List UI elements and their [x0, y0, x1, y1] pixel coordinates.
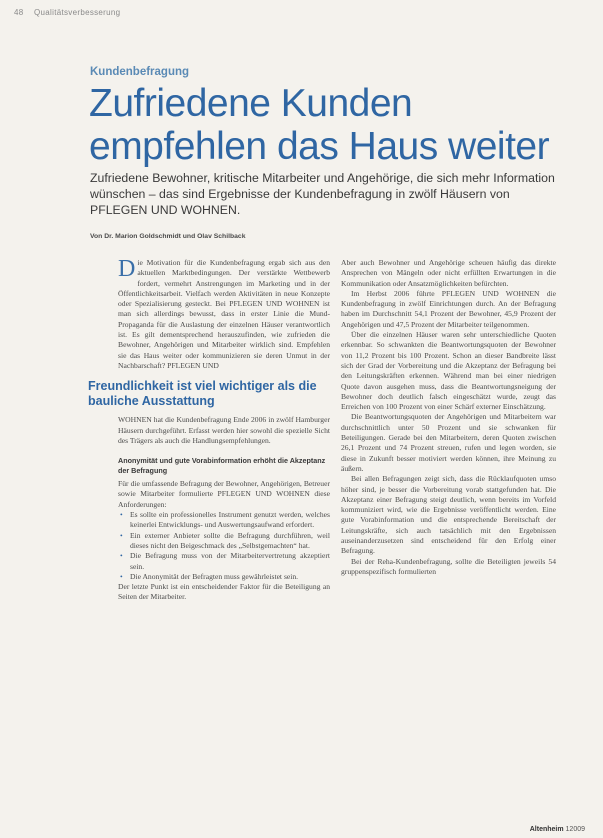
paragraph: Die Beantwortungsquoten der Angehörigen und Mitarbeitern war durchschnittlich unter 50 Prozent und sie schwanken für Beteiligungen. Gerade bei den Mitarbeitern, deren Quoten zwischen 26,1 Prozent und 74 Prozent streuen, rufen und legen worden, sie diese in Zukunft besser motiviert werden können, ihre Meinung zu äußern.	[341, 412, 556, 473]
bullet-icon: •	[120, 571, 123, 581]
article-kicker: Kundenbefragung	[90, 66, 190, 78]
article-headline	[89, 82, 589, 168]
paragraph: Bei der Reha-Kundenbefragung, sollte die Beteiligten jeweils 54 gruppenspezifisch formulierten	[341, 556, 556, 576]
list-item	[118, 551, 330, 572]
bullet-icon: •	[120, 510, 123, 520]
paragraph: Für die umfassende Befragung der Bewohner, Angehörigen, Betreuer sowie Mitarbeiter formulierte PFLEGEN UND WOHNEN diese Anforderungen:	[118, 479, 330, 509]
list-item-text: Die Befragung muss von der Mitarbeitervertretung akzeptiert sein.	[130, 551, 330, 571]
bullet-icon: •	[120, 551, 123, 561]
magazine-name: Altenheim	[529, 826, 564, 833]
list-item	[118, 531, 330, 552]
paragraph: WOHNEN hat die Kundenbefragung Ende 2006 in zwölf Hamburger Häusern durchgeführt. Erfasst werden hier sowohl die spezielle Sicht des Trägers als auch die Handlungsempfehlungen.	[118, 415, 330, 445]
headline-line-1: Zufriedene Kunden	[89, 82, 413, 125]
list-item	[118, 572, 330, 582]
list-item-text: Ein externer Anbieter sollte die Befragung durchführen, weil dieses nicht den Beigeschmack des „Selbstgemachten“ hat.	[130, 530, 330, 550]
list-item	[118, 510, 330, 531]
headline-line-2: empfehlen das Haus weiter	[89, 125, 550, 168]
page-number: 48	[14, 8, 24, 17]
drop-cap: D	[118, 256, 136, 282]
list-item-text: Es sollte ein professionelles Instrument genutzt werden, welches keinerlei Entwicklungs- und Auswertungsaufwand erfordert.	[130, 510, 330, 530]
section-name: Qualitätsverbesserung	[34, 8, 121, 17]
list-item-text: Die Anonymität der Befragten muss gewährleistet sein.	[130, 571, 299, 581]
section-subhead: Freundlichkeit ist viel wichtiger als die bauliche Ausstattung	[88, 379, 317, 409]
paragraph: Über die einzelnen Häuser waren sehr unterschiedliche Quoten erkennbar. So schwankten die Beantwortungsquoten der Bewohner von 11,2 Prozent bis 100 Prozent. Schon an dieser Bandbreite lässt sich der Grad der Vorbereitung und die Akzeptanz der Befragung bei den Leitungskräften erkennen. Während man bei einer niedrigen Quote davon ausgehen muss, dass die Beantwortungsneigung der Bewohner doch deutlich falsch eingeschätzt wurde, zeugt das Erreichen von 100 Prozent von einer Schärf externer Einschätzung.	[341, 330, 556, 412]
intro-paragraph	[118, 258, 330, 371]
text-column-right	[341, 258, 556, 577]
paragraph: Aber auch Bewohner und Angehörige scheuen häufig das direkte Ansprechen von Mängeln oder nicht erfüllten Erwartungen in die Kommunikation oder Ansatzmöglichkeiten befürchten.	[341, 258, 556, 288]
article-lead: Zufriedene Bewohner, kritische Mitarbeiter und Angehörige, die sich mehr Information wünschen – das sind Ergebnisse der Kundenbefragung in zwölf Häusern von PFLEGEN UND WOHNEN.	[90, 171, 555, 217]
issue-number: 12009	[565, 826, 585, 833]
running-header	[14, 8, 120, 17]
paragraph: Der letzte Punkt ist ein entscheidender Faktor für die Beteiligung an Seiten der Mitarbeiter.	[118, 582, 330, 602]
paragraph: Im Herbst 2006 führte PFLEGEN UND WOHNEN die Kundenbefragung in zwölf Einrichtungen durch. An der Befragung haben im Durchschnitt 54,1 Prozent der Bewohner, 45,9 Prozent der Angehörigen und 47,5 Prozent der Mitarbeiter teilgenommen.	[341, 288, 556, 329]
minor-subhead: Anonymität und gute Vorabinformation erhöht die Akzeptanz der Befragung	[118, 456, 326, 475]
intro-text: ie Motivation für die Kundenbefragung ergab sich aus den aktuellen Marktbedingungen. Der verstärkte Wettbewerb fordert, vermehrt Anstrengungen im Marketing und in der Öffentlichkeitsarbeit. Vielfach werden Aktivitäten in neue Konzepte oder Spezialisierung gesteckt. Bei PFLEGEN UND WOHNEN ist man sich allerdings bewusst, dass in erster Linie die Mund-Propaganda für die Auslastung der einzelnen Häuser verantwortlich ist. Es gilt dementsprechend herauszufinden, wie zufrieden die Bewohner, Angehörigen und Mitarbeiter wirklich sind. Empfehlen sie das Haus weiter oder kommunizieren sie deren Unmut in der Nachbarschaft? PFLEGEN UND	[118, 258, 330, 370]
bullet-icon: •	[120, 530, 123, 540]
article-byline: Von Dr. Marion Goldschmidt und Olav Schilback	[90, 233, 246, 240]
text-column-left	[88, 256, 330, 603]
page-footer	[530, 826, 585, 833]
requirements-list	[118, 510, 330, 582]
paragraph: Bei allen Befragungen zeigt sich, dass die Rücklaufquoten umso höher sind, je besser die Vorbereitung vorab stattgefunden hat. Die Akzeptanz einer Befragung steigt deutlich, wenn bereits im Vorfeld kommuniziert wird, wie die Ergebnisse veröffentlicht werden. Eine gute Vorabinformation und die entsprechende Bereitschaft der Leitungskräfte, sich auch tatsächlich mit den Ergebnissen auseinanderzusetzen sind entscheidend für den Erfolg einer Befragung.	[341, 474, 556, 556]
